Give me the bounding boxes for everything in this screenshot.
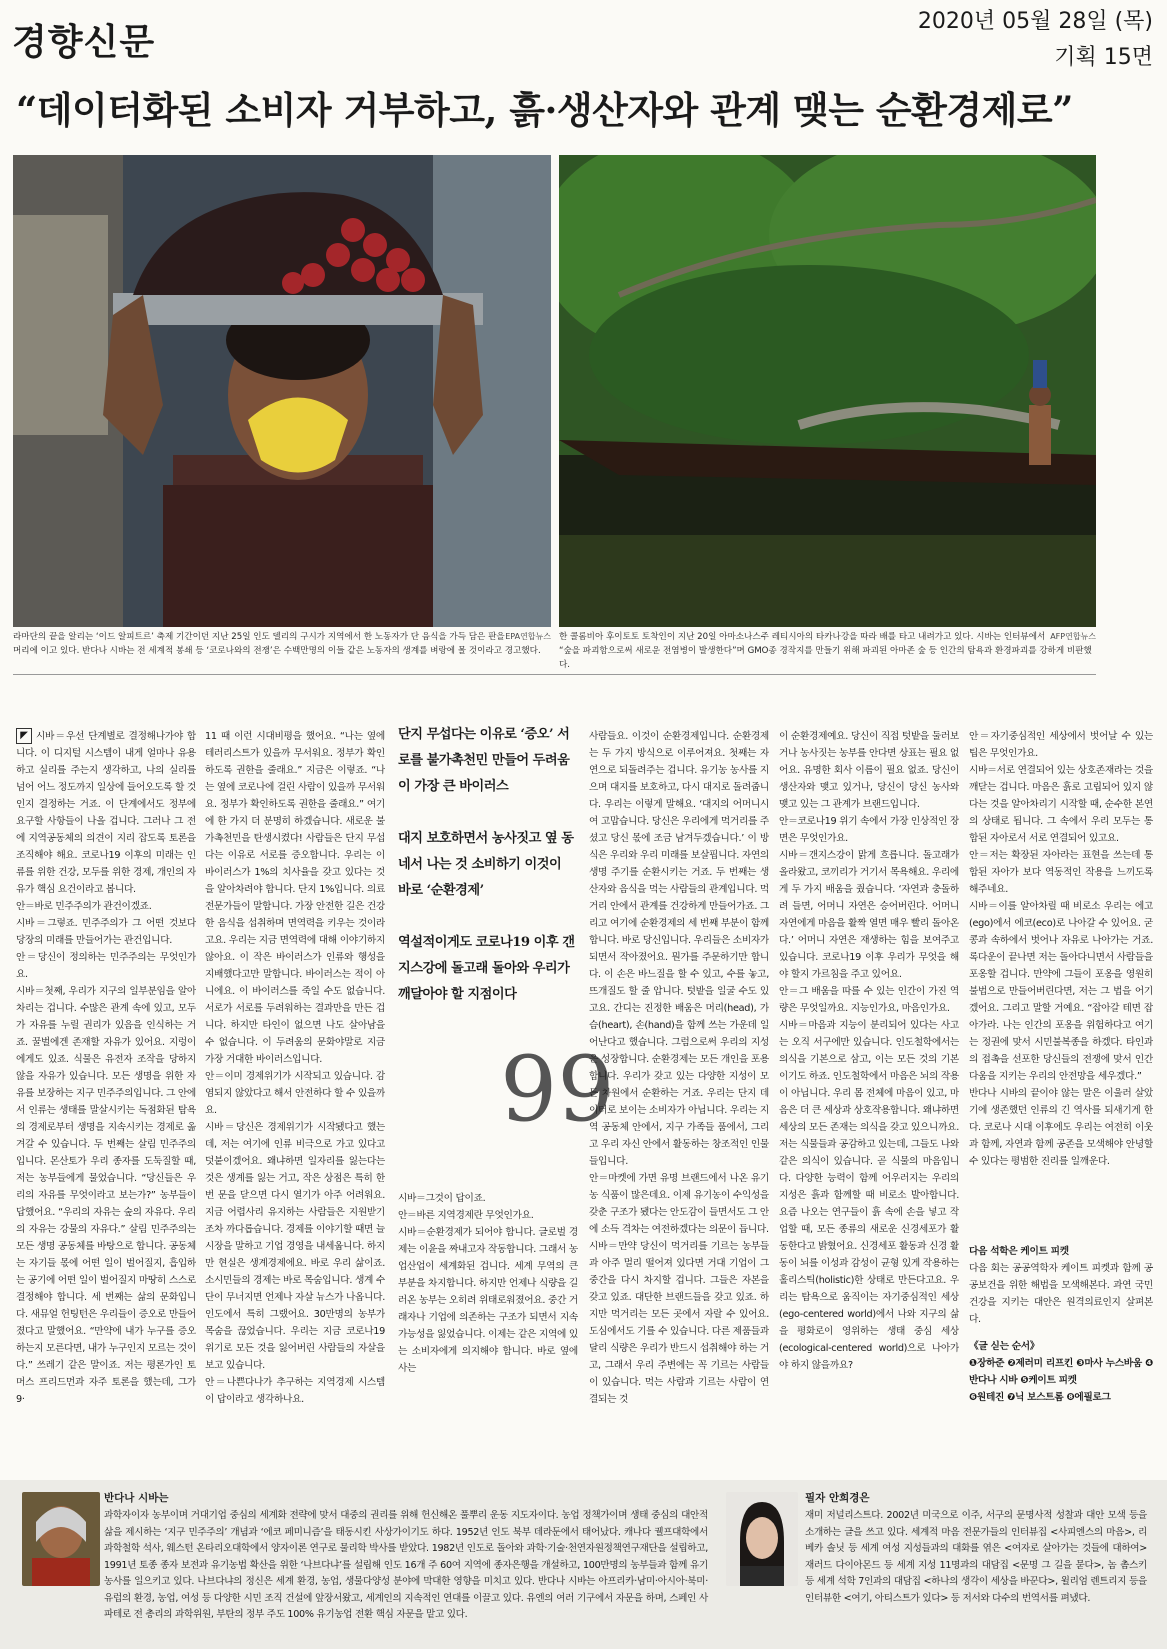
quote-mark-icon: 99 [500,1037,615,1142]
bio-band [0,1480,1167,1649]
pull-quote-3: 역설적이게도 코로나19 이후 갠지스강에 돌고래 돌아와 우리가 깨달아야 할 지점이다 [398,935,575,1002]
divider-top [13,674,1096,675]
section-marker-icon: ◤ [16,728,32,744]
photo-caption-left [13,630,551,658]
article-col-2 [205,728,385,1468]
next-series-box [969,1243,1153,1443]
col6-text: 안＝자기중심적인 세상에서 벗어날 수 있는 팁은 무엇인가요. 시바＝서로 연결되어 있는 상호존재라는 것을 깨닫는 겁니다. 마음은 흙로 고립되어 있지 않다는 것을 알아차리기 시작할 때, 순수한 본연의 상태로 됩니다. 그 속에서 우리 모두는 통합된 자아로서 서로 연결되어 있고요. 안＝저는 확장된 자아라는 표현을 쓰는데 통합된 자아가 보다 역동적인 작용을 느끼도록 해주네요. 시바＝이를 알아차릴 때 비로소 우리는 에고(ego)에서 에코(eco)로 나아갈 수 있어요. 굳콩과 속하에서 벗어나 자유로 나아가는 거죠. 록다운이 끝나면 저는 돌아다니면서 사람들을 포옹할 겁니다. 만약에 그들이 포옹을 영원히 불법으로 만들어버린다면, 저는 그 법을 어기겠어요. 그리고 말할 거예요. “잡아갈 테면 잡아가라. 나는 인간의 포옹을 위험하다고 여기는 정권에 맞서 시민불복종을 하겠다. 타인과의 접촉을 선포한 당신들의 전쟁에 맞서 인간다움을 지키는 우리의 안전망을 세우겠다.” 반다나 시바의 끝이야 않는 말은 이울러 살았기에 생존했던 인류의 긴 역사를 되새기게 한다. 코로나 시대 이후에도 우리는 여전히 이웃과 함께, 자연과 함께 공존을 모색해야 안녕할 수 있다는 평범한 진리를 일깨운다. [969,731,1153,1167]
masthead: 경향신문 [12,21,156,63]
caption-right-text: 한 콜롬비아 후이토토 토착인이 지난 20일 아마소나스주 레티시아의 타카나강을 따라 배를 타고 내려가고 있다. 시바는 인터뷰에서 “숲을 파괴함으로써 새로운 전염병이 발생한다”며 GMO종 경작지를 만들기 위해 파괴된 아마존 숲 등 인간의 탐욕과 환경파괴를 강하게 비판했다. [559,632,1092,670]
col2-text: 11 때 이런 시대비평을 했어요. “나는 옆에 테러리스트가 있을까 무서워요. 정부가 확인하도록 권한을 줄래요.” 지금은 이렇죠. “나는 옆에 코로나에 걸린 사람이 있을까 무서워요. 정부가 확인하도록 권한을 줄래요.” 여기에 한 가지 더 분명히 하겠습니다. 새로운 불가촉천민을 탄생시켰다! 사람들은 단지 무섭다는 이유로 서로를 증오합니다. 우리는 이 바이러스가 1%의 치사율을 갖고 있다는 것을 알아차려야 합니다. 단지 1%입니다. 의료전문가들이 말합니다. 가장 안전한 길은 건강한 음식을 섭취하며 면역력을 키우는 것이라고요. 우리는 지금 면역력에 대해 이야기하지 않아요. 이 작은 바이러스가 인류와 행성을 지배했다고만 말합니다. 바이러스는 적이 아니에요. 이 바이러스를 죽일 수도 없습니다. 서로가 서로를 두려워하는 결과만을 만든 겁니다. 하지만 타인이 없으면 나도 살아남을 수 없습니다. 이 두려움의 문화야말로 지금 가장 거대한 바이러스입니다. 안＝이미 경제위기가 시작되고 있습니다. 감염되지 않았다고 해서 안전하다 할 수 있을까요. 시바＝당신은 경제위기가 시작됐다고 했는데, 저는 여기에 인류 비극으로 가고 있다고 덧붙이겠어요. 왜냐하면 일자리를 잃는다는 것은 생계를 잃는 거고, 작은 상점은 특히 한번 문을 닫으면 다시 열기가 아주 어려워요. 지금 어렵사리 유지하는 사람들은 지원받기조차 까다롭습니다. 경제를 이야기할 때면 늘 시장을 말하고 기업 경영을 내세웁니다. 하지만 현실은 생계경제에요. 바로 우리 삶이죠. 소시민들의 경제는 바로 목숨입니다. 생계 수단이 무너지면 언제나 자살 뉴스가 나옵니다. 인도에서 특히 그랬어요. 30만명의 농부가 목숨을 끊었습니다. 우리는 지금 코로나19 위기로 모든 것을 잃어버린 사람들의 자살을 보고 있습니다. 안＝나쁜다나가 추구하는 지역경제 시스템이 답이라고 생각하나요. [205,731,385,1405]
credit-right: AFP연합뉴스 [1050,632,1096,641]
ahn-portrait [726,1492,798,1586]
bio-ahn-text: 재미 저널리스트다. 2002년 미국으로 이주, 서구의 문명사적 성찰과 대안 모색 등을 소개하는 글을 쓰고 있다. 세계적 마음 전문가들의 인터뷰집 <사피엔스의 마음>, 리베카 솔닛 등 세계 여성 지성들과의 대화를 엮은 <여자로 살아가는 것들에 대하여> 재러드 다이아몬드 등 세계 지성 11명과의 대담집 <문명 그 길을 묻다>, 놈 촘스키 등 세계 석학 7인과의 대담집 <하나의 생각이 세상을 바꾼다>, 윌리엄 렌트리지 등을 인터뷰한 <여기, 아티스트가 있다> 등 저서와 다수의 번역서를 펴냈다. [805,1510,1147,1604]
series-order-line-1: ❶장하준 ❷제러미 리프킨 ❸마사 누스바움 ❹반다나 시바 ❺케이트 피켓 [969,1358,1153,1386]
bio-shiva-name: 반다나 시바는 [104,1492,169,1504]
next-series-text: 다음 회는 공공역학자 케이트 피켓과 함께 공공보건을 위한 해법을 모색해본다. 과연 국민 건강을 지키는 대안은 원격의료인지 살펴본다. [969,1263,1153,1325]
headline: “데이터화된 소비자 거부하고, 흙·생산자와 관계 맺는 순환경제로” [16,88,1073,132]
col3-text: 시바＝그것이 답이죠. 안＝바른 지역경제란 무엇인가요. 시바＝순환경제가 되어야 합니다. 글로벌 경제는 이윤을 짜내고자 작동합니다. 그래서 농업산업이 세계화된 겁니다. 세계 무역의 큰 부분을 차지합니다. 하지만 언제나 식량을 길러온 농부는 오히려 위태로워졌어요. 중간 거래자나 기업에 의존하는 구조가 되면서 지속 가능성을 잃었습니다. 이제는 같은 지역에 있는 소비자에게 의지해야 합니다. 바로 옆에 사는 [398,1193,578,1374]
bio-ahn-name: 필자 안희경은 [805,1492,870,1504]
article-col-5 [779,728,959,1468]
series-order-title: 《글 싣는 순서》 [969,1341,1040,1352]
col4-text: 사람들요. 이것이 순환경제입니다. 순환경제는 두 가지 방식으로 이루어져요. 첫째는 자연으로 되돌려주는 겁니다. 유기농 농사를 지으며 대지를 보호하고, 다시 대지로 돌려줍니다. 우리는 이렇게 말해요. ‘대지의 어머니시여 고맙습니다. 당신은 우리에게 먹거리를 주셨고 당신 몫에 조금 남겨두겠습니다.’ 이 방식은 우리와 우리 미래를 보살핍니다. 자연의 생명 주기를 순환시키는 거죠. 두 번째는 생산자와 음식을 먹는 사람들의 관계입니다. 먹거리 안에서 관계를 건강하게 만들어가죠. 그리고 여기에 순환경제의 세 번째 부분이 함께합니다. 바로 당신입니다. 우리들은 소비자가 되면서 작아졌어요. 뭔가를 주문하기만 합니다. 이 손은 바느질을 할 수 있고, 수를 놓고, 뜨개질도 할 줄 압니다. 텃밭을 일굴 수도 있고요. 간디는 진정한 배움은 머리(head), 가슴(heart), 손(hand)을 함께 쓰는 가운데 일어난다고 했습니다. 그럼으로써 우리의 지성은 성장합니다. 순환경제는 모든 개인을 포용합니다. 우리가 갖고 있는 다양한 지성이 모든 차원에서 순환하는 거죠. 우리는 단지 데이터로 보이는 소비자가 아닙니다. 우리는 지역 공동체 안에서, 지구 가족들 품에서, 그리고 우리 자신 안에서 활동하는 창조적인 인물들입니다. 안＝마켓에 가면 유명 브랜드에서 나온 유기농 식품이 많은데요. 이제 유기농이 수익성을 갖춘 구조가 됐다는 안도감이 들면서도 그 안에 소득 격차는 여전하겠다는 의문이 듭니다. 시바＝만약 당신이 먹거리를 기르는 농부들과 아주 멀리 떨어져 있다면 거대 기업이 그 중간을 다시 차지할 겁니다. 그들은 자본을 갖고 있죠. 대단한 브랜드들을 갖고 있죠. 하지만 먹거리는 모든 곳에서 자랄 수 있어요. 도심에서도 기를 수 있습니다. 다른 제품들과 달리 식량은 우리가 반드시 섭취해야 하는 거고, 그래서 우리 주변에는 꼭 기르는 사람들이 있습니다. 먹는 사람과 기르는 사람이 연결되는 것 [589,731,769,1405]
article-col-1 [16,728,196,1468]
pull-quote-2: 대지 보호하면서 농사짓고 옆 동네서 나는 것 소비하기 이것이 바로 ‘순환경제’ [398,831,574,898]
col5-text: 이 순환경제예요. 당신이 직접 텃밭을 둘러보거나 농사짓는 농부를 안다면 상표는 필요 없어요. 유명한 회사 이름이 필요 없죠. 당신이 생산자와 맺고 있거나, 당신이 당신 농사와 맺고 있는 그 관계가 브랜드입니다. 안＝코로나19 위기 속에서 가장 인상적인 장면은 무엇인가요. 시바＝갠지스강이 맑게 흐릅니다. 돌고래가 올라왔고, 코끼리가 거기서 목욕해요. 우리에게 두 가지 배움을 줬습니다. ‘자연과 충돌하려 들면, 어머니 자연은 승어버린다. 어머니 자연에게 마음을 활짝 열면 매우 빨리 돌아온다.’ 어머니 자연은 재생하는 힘을 보여주고 있습니다. 코로나19 이후 우리가 무엇을 해야 할지 가르침을 주고 있어요. 안＝그 배움을 따를 수 있는 인간이 가진 역량은 무엇일까요. 지능인가요, 마음인가요. 시바＝마음과 지능이 분리되어 있다는 사고는 오직 서구에만 있습니다. 인도철학에서는 의식을 기본으로 삼고, 이는 모든 것의 기본이기도 하죠. 인도철학에서 마음은 뇌의 작용이 아닙니다. 우리 몸 전체에 마음이 있고, 마음은 더 큰 세상과 상호작용합니다. 왜냐하면 세상의 모든 존재는 의식을 갖고 있으니까요. 저는 식물들과 공감하고 있는데, 그들도 나와 같은 의식이 있습니다. 곧 식물의 마음입니다. 다양한 능력이 함께 어우러지는 우리의 지성은 흙과 함께할 때 비로소 발아합니다. 요즘 나오는 연구들이 흙 속에 손을 넣고 작업할 때, 모든 종류의 새로운 신경세포가 활동한다고 밝혔어요. 신경세포 활동과 신경 활동이 뇌를 이성과 감성이 균형 있게 작용하는 홀리스틱(holistic)한 상태로 만든다고요. 우리는 탐욕으로 움직이는 자기중심적인 세상(ego-centered world)에서 나와 지구의 삶을 평화로이 영위하는 생태 중심 세상(ecological-centered world)으로 나아가야 하지 않을까요? [779,731,959,1371]
photo-caption-right [559,630,1096,672]
article-col-6 [969,728,1153,1208]
bio-shiva-text: 과학자이자 농부이며 거대기업 중심의 세계화 전략에 맞서 대중의 권리를 위해 헌신해온 풀뿌리 운동 지도자이다. 농업 정책가이며 생태 중심의 대안적 삶을 제시하는 ‘지구 민주주의’ 개념과 ‘에코 페미니즘’을 태동시킨 사상가이기도 하다. 1952년 인도 북부 데라둔에서 태어났다. 캐나다 궬프대학에서 과학철학 석사, 웨스턴 온타리오대학에서 양자이론 연구로 물리학 박사를 받았다. 1982년 인도로 돌아와 과학·기술·천연자원정책연구재단을 설립하고, 1991년 토종 종자 보전과 유기농법 확산을 위한 ‘나브다냐’를 설립해 인도 16개 주 60여 지역에 종자은행을 개설하고, 100만명의 농부들과 함께 유기농사를 일으키고 있다. 나브다냐의 정신은 세계 환경, 농업, 생물다양성 분야에 막대한 영향을 미치고 있다. 반다나 시바는 아프리카·남미·아시아·북미·유럽의 환경, 농업, 여성 등 다양한 시민 조직 건설에 앞장서왔고, 세계인의 지속적인 연대를 이끌고 있다. 유엔의 여러 기구에서 자문을 하며, 스페인 사파테로 전 총리의 과학위원, 부탄의 정부 주도 100% 유기농업 전환 핵심 자문을 맡고 있다. [104,1510,708,1620]
caption-left-text: 라마단의 끝을 알리는 ‘이드 알피트르’ 축제 기간이던 지난 25일 인도 델리의 구시가 지역에서 한 노동자가 단 음식을 가득 담은 판을 머리에 이고 있다. 반다나 시바는 전 세계적 봉쇄 등 ‘코로나와의 전쟁’은 수백만명의 이들 같은 노동자의 생계를 벼랑에 몰 것이라고 경고했다. [13,632,541,656]
pull-quote-1: 단지 무섭다는 이유로 ‘증오’ 서로를 불가촉천민 만들어 두려움이 가장 큰 바이러스 [398,727,570,794]
article-col-3 [398,1190,578,1450]
pull-quote [398,722,576,1008]
next-series-title: 다음 석학은 케이트 피켓 [969,1246,1069,1257]
section-page: 기획 15면 [1054,45,1153,70]
credit-left: EPA연합뉴스 [505,632,551,641]
article-col-4 [589,728,769,1468]
issue-date: 2020년 05월 28일 (목) [917,9,1153,34]
photo-worker [13,155,551,627]
shiva-portrait [22,1492,100,1586]
series-order-line-2: ❻원테진 ❼닉 보스트롬 ❽에필로그 [969,1392,1111,1403]
photo-river [559,155,1096,627]
col1-text: 시바＝우선 단계별로 결정해나가야 합니다. 이 디지털 시스템이 내게 얼마나 유용하고 실리를 주는지 생각하고, 나의 실리를 넘어 어느 정도까지 일상에 들어오도록 할 것인지 결정하는 거죠. 이 단계에서도 정부에 요구할 사항들이 나올 겁니다. 그러나 그 전에 지역공동체의 의견이 지리 잡도록 토론을 조직해야 해요. 코로나19 이후의 미래는 인류를 위한 건강, 모두를 위한 경제, 개인의 자유가 핵심 요건이라고 봅니다. 안＝바로 민주주의가 관건이겠죠. 시바＝그렇죠. 민주주의가 그 어떤 것보다 당장의 미래를 만들어가는 관건입니다. 안＝당신이 정의하는 민주주의는 무엇인가요. 시바＝첫째, 우리가 지구의 일부분임을 알아차리는 겁니다. 수많은 관계 속에 있고, 모두가 자유를 누릴 권리가 있음을 인식하는 거죠. 꿀벌에겐 존재할 자유가 있어요. 지렁이에게도 있죠. 식물은 유전자 조작을 당하지 않을 자유가 있습니다. 모든 생명을 위한 자유를 보장하는 지구 민주주의입니다. 그 안에서 인류는 생태를 말살시키는 독점화된 탐욕의 경제로부터 생명을 지속시키는 경제로 옮겨갈 수 있습니다. 두 번째는 살림 민주주의입니다. 몬산토가 우리 종자를 도둑질할 때, 저는 농부들에게 물었습니다. “당신들은 우리의 자유를 무엇이라고 보는가?” 농부들이 답했어요. “우리의 자유는 숲의 자유다. 우리의 자유는 강물의 자유다.” 살림 민주주의는 모든 생명 공동체를 바탕으로 합니다. 공동체는 자기들 몫에 어떤 일이 벌어질지, 흡입하는 공기에 어떤 일이 벌어질지 마땅히 스스로 결정해야 합니다. 세 번째는 삶의 문화입니다. 새뮤얼 헌팅턴은 우리들이 증오로 만들어졌다고 말했어요. “만약에 내가 누구를 증오하는지 모른다면, 내가 누구인지 모르는 것이다.” 쓰레기 같은 말이죠. 저는 평론가인 토머스 프리드먼과 자주 토론을 했는데, 그가 9· [16,731,196,1405]
